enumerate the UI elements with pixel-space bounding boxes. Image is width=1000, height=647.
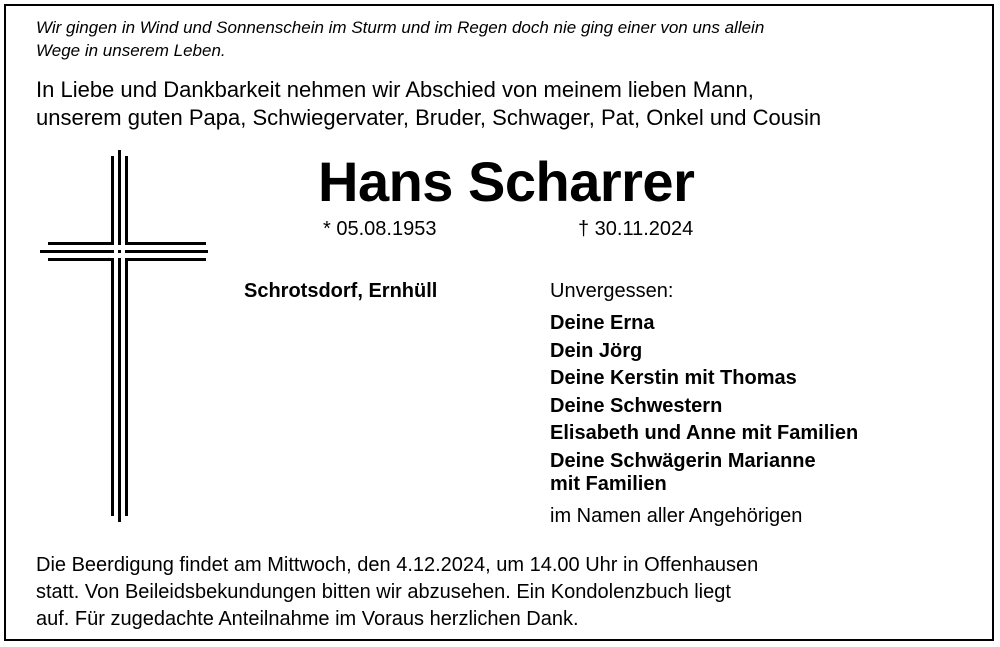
mourner-line: Deine Schwestern bbox=[550, 394, 723, 417]
mourners-heading: Unvergessen: bbox=[550, 280, 674, 302]
intro-line-1: In Liebe und Dankbarkeit nehmen wir Abschied von meinem lieben Mann, bbox=[36, 77, 754, 102]
motto-line-2: Wege in unserem Leben. bbox=[36, 41, 226, 60]
intro-text bbox=[36, 76, 821, 132]
funeral-line-2: statt. Von Beileidsbekundungen bitten wir abzusehen. Ein Kondolenzbuch liegt bbox=[36, 581, 731, 603]
motto-text bbox=[36, 16, 764, 62]
birth-date: * 05.08.1953 bbox=[323, 218, 437, 240]
residence: Schrotsdorf, Ernhüll bbox=[244, 280, 438, 302]
mourner-line: Elisabeth und Anne mit Familien bbox=[550, 422, 859, 444]
mourner-line: Deine Schwägerin Marianne bbox=[550, 449, 816, 472]
funeral-line-3: auf. Für zugedachte Anteilnahme im Voraus herzlichen Dank. bbox=[36, 608, 579, 630]
funeral-line-1: Die Beerdigung findet am Mittwoch, den 4.12.2024, um 14.00 Uhr in Offenhausen bbox=[36, 554, 759, 576]
intro-line-2: unserem guten Papa, Schwiegervater, Bruder, Schwager, Pat, Onkel und Cousin bbox=[36, 105, 822, 130]
mourner-line: Deine Kerstin mit Thomas bbox=[550, 367, 797, 389]
mourner-line: Deine Erna bbox=[550, 312, 655, 334]
deceased-name: Hans Scharrer bbox=[318, 150, 695, 213]
mourner-line: Dein Jörg bbox=[550, 339, 643, 362]
motto-line-1: Wir gingen in Wind und Sonnenschein im Sturm und im Regen doch nie ging einer von uns allein bbox=[36, 18, 765, 37]
mourners-list bbox=[550, 310, 858, 496]
funeral-text bbox=[36, 552, 758, 633]
mourners-closing: im Namen aller Angehörigen bbox=[550, 505, 803, 527]
mourner-line: mit Familien bbox=[550, 472, 667, 495]
cross-icon bbox=[40, 150, 210, 525]
death-date: † 30.11.2024 bbox=[578, 218, 694, 240]
